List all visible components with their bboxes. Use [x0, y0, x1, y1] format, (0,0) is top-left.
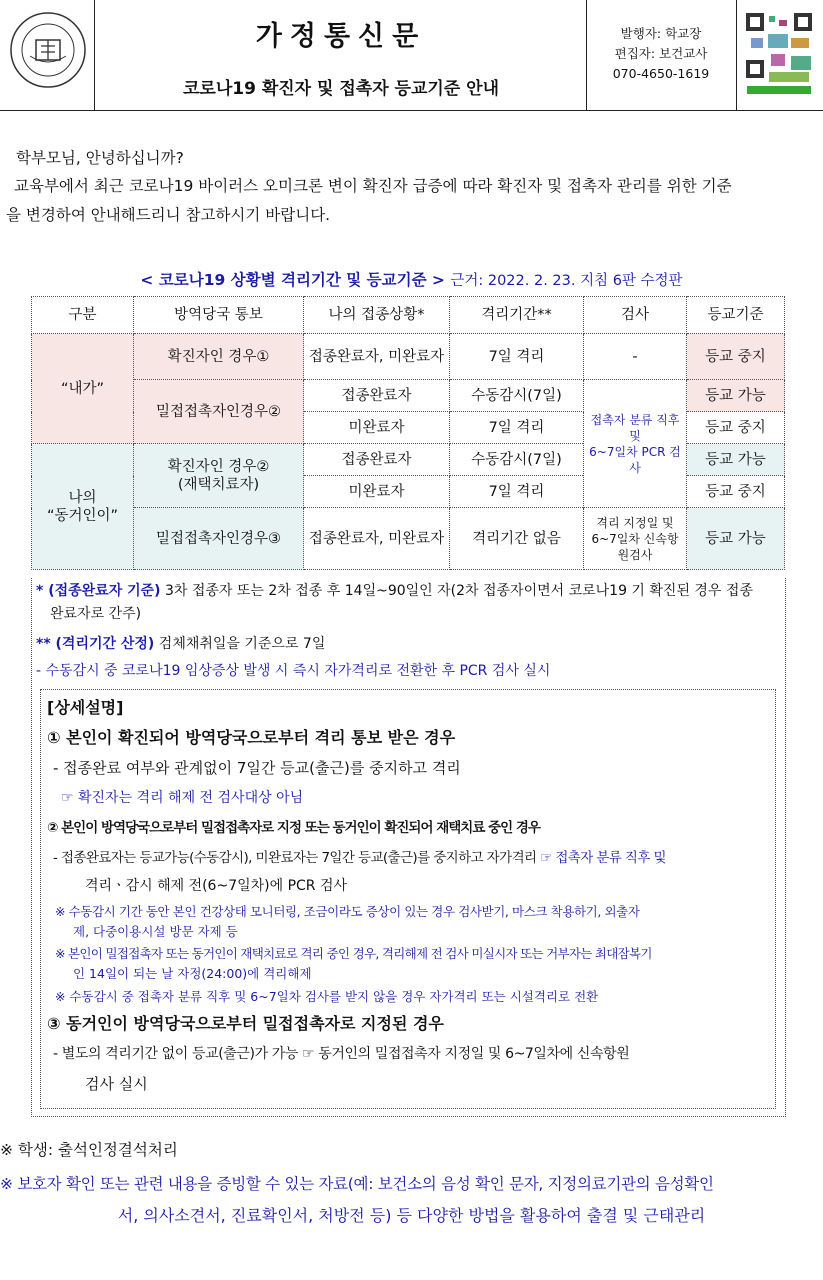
period-cell: 7일 격리 [450, 412, 584, 444]
header-cell: 등교기준 [687, 297, 785, 334]
header-divider [736, 0, 737, 110]
detail-box [40, 689, 776, 1109]
notice-text: (재택치료자) [177, 476, 260, 493]
notice-cell: 밀접접촉자인경우② [134, 380, 304, 444]
table-title-text: < 코로나19 상황별 격리기간 및 등교기준 > [140, 271, 445, 289]
header-cell: 방역당국 통보 [134, 297, 304, 334]
detail-note: ☞ 확진자는 격리 해제 전 검사대상 아님 [61, 790, 304, 806]
detail-item-text: - 접종완료자는 등교가능(수동감시), 미완료자는 7일간 등교(출근)를 중지하고 자가격리 [53, 850, 537, 866]
detail-item: - 별도의 격리기간 없이 등교(출근)가 가능 ☞ 동거인의 밀접접촉자 지정일 및 6~7일차에 신속항원 [53, 1046, 630, 1062]
table-basis: 근거: 2022. 2. 23. 지침 6판 수정판 [450, 273, 683, 289]
detail-heading-2: ② 본인이 방역당국으로부터 밀접접촉자로 지정 또는 동거인이 확진되어 재택치료 중인 경우 [47, 820, 540, 836]
test-text: 6~7일차 PCR 검사 [589, 444, 681, 475]
note-period [36, 633, 325, 656]
quarantine-table [31, 296, 785, 570]
intro-line: 교육부에서 최근 코로나19 바이러스 오미크론 변이 확진자 급증에 따라 확진자 및 접촉자 관리를 위한 기준 [14, 177, 732, 195]
period-cell: 7일 격리 [450, 476, 584, 508]
detail-item: - 접종완료 여부와 관계없이 7일간 등교(출근)를 중지하고 격리 [53, 759, 461, 777]
period-cell: 7일 격리 [450, 334, 584, 380]
test-text: 접촉자 분류 직후 [590, 412, 680, 427]
period-cell: 수동감시(7일) [450, 444, 584, 476]
status-cell: 미완료자 [304, 412, 450, 444]
header-divider [94, 0, 95, 110]
status-cell: 접종완료자, 미완료자 [304, 508, 450, 570]
notes-box [31, 578, 786, 1117]
group-text: 나의 [68, 489, 97, 506]
school-logo [8, 10, 88, 90]
status-cell: 미완료자 [304, 476, 450, 508]
editor: 편집자: 보건교사 [614, 46, 708, 61]
document-header [0, 0, 823, 111]
school-cell: 등교 중지 [687, 334, 785, 380]
detail-item-cont: 검사 실시 [85, 1075, 148, 1093]
status-cell: 접종완료자 [304, 444, 450, 476]
table-row [32, 508, 785, 570]
qr-code-image [743, 10, 815, 98]
footer-attendance: ※ 학생: 출석인정결석처리 [0, 1141, 178, 1159]
header-cell: 구분 [32, 297, 134, 334]
group-me: “내가” [32, 334, 134, 444]
table-title [0, 268, 823, 290]
test-text: 및 [629, 428, 641, 443]
group-text: “동거인이” [46, 507, 119, 524]
school-cell: 등교 가능 [687, 380, 785, 412]
note-text: 3차 접종자 또는 2차 접종 후 14일~90일인 자(2차 접종자이면서 코로나19 기 확진된 경우 접종 [160, 583, 753, 599]
detail-note: ※ 수동감시 중 접촉자 분류 직후 및 6~7일차 검사를 받지 않을 경우 자가격리 또는 시설격리로 전환 [55, 989, 599, 1004]
note-text: 검체채취일을 기준으로 7일 [154, 636, 326, 652]
group-housemate [32, 444, 134, 570]
detail-item-cont: 격리ㆍ감시 해제 전(6~7일차)에 PCR 검사 [85, 878, 348, 894]
note-vaccinated [36, 580, 753, 603]
detail-heading-1: ① 본인이 확진되어 방역당국으로부터 격리 통보 받은 경우 [47, 728, 456, 747]
detail-note: 제, 다중이용시설 방문 자제 등 [73, 924, 238, 939]
header-cell: 검사 [584, 297, 687, 334]
detail-note: 인 14일이 되는 날 자정(24:00)에 격리해제 [73, 966, 312, 981]
school-cell: 등교 중지 [687, 476, 785, 508]
test-cell: - [584, 334, 687, 380]
note-label: * (접종완료자 기준) [36, 583, 161, 599]
header-divider [586, 0, 587, 110]
greeting-text: 학부모님, 안녕하십니까? [16, 149, 184, 167]
notice-cell: 밀접접촉자인경우③ [134, 508, 304, 570]
detail-title: [상세설명] [47, 698, 124, 717]
status-cell: 접종완료자, 미완료자 [304, 334, 450, 380]
footer-text: 서, 의사소견서, 진료확인서, 처방전 등) 등 다양한 방법을 활용하여 출결 및 근태관리 [117, 1206, 706, 1225]
notice-text: 확진자인 경우② [167, 458, 270, 475]
phone-number: 070-4650-1619 [612, 66, 710, 81]
detail-note: ※ 본인이 밀접접촉자 또는 동거인이 재택치료로 격리 중인 경우, 격리해제 전 검사 미실시자 또는 거부자는 최대잠복기 [55, 946, 652, 961]
intro-line: 을 변경하여 안내해드리니 참고하시기 바랍니다. [6, 206, 331, 224]
intro-paragraph [6, 172, 821, 230]
test-cell: 격리 지정일 및 6~7일차 신속항원검사 [584, 508, 687, 570]
detail-note: ※ 수동감시 기간 동안 본인 건강상태 모니터링, 조금이라도 증상이 있는 경우 검사받기, 마스크 착용하기, 외출자 [55, 904, 640, 919]
detail-heading-3: ③ 동거인이 방역당국으로부터 밀접접촉자로 지정된 경우 [47, 1014, 444, 1033]
note-cont: 완료자로 간주) [50, 606, 142, 622]
school-cell: 등교 가능 [687, 444, 785, 476]
school-cell: 등교 가능 [687, 508, 785, 570]
status-cell: 접종완료자 [304, 380, 450, 412]
header-cell: 나의 접종상황* [304, 297, 450, 334]
note-monitoring: - 수동감시 중 코로나19 임상증상 발생 시 즉시 자가격리로 전환한 후 PCR 검사 실시 [36, 663, 551, 679]
test-cell-merged [584, 380, 687, 508]
detail-item-blue: ☞ 접촉자 분류 직후 및 [536, 850, 666, 866]
table-row [32, 334, 785, 380]
note-label: ** (격리기간 산정) [36, 636, 155, 652]
notice-cell: 확진자인 경우① [134, 334, 304, 380]
notice-cell [134, 444, 304, 508]
publisher: 발행자: 학교장 [620, 26, 702, 41]
table-header-row [32, 297, 785, 334]
detail-item [53, 846, 666, 870]
period-cell: 격리기간 없음 [450, 508, 584, 570]
publisher-info [588, 24, 734, 84]
table-row [32, 380, 785, 412]
header-cell: 격리기간** [450, 297, 584, 334]
footer-evidence [0, 1168, 823, 1231]
period-cell: 수동감시(7일) [450, 380, 584, 412]
page-title: 가정통신문 [255, 21, 427, 52]
page-subtitle: 코로나19 확진자 및 접촉자 등교기준 안내 [182, 79, 499, 99]
footer-text: ※ 보호자 확인 또는 관련 내용을 증빙할 수 있는 자료(예: 보건소의 음성 확인 문자, 지정의료기관의 음성확인 [0, 1175, 714, 1193]
school-cell: 등교 중지 [687, 412, 785, 444]
